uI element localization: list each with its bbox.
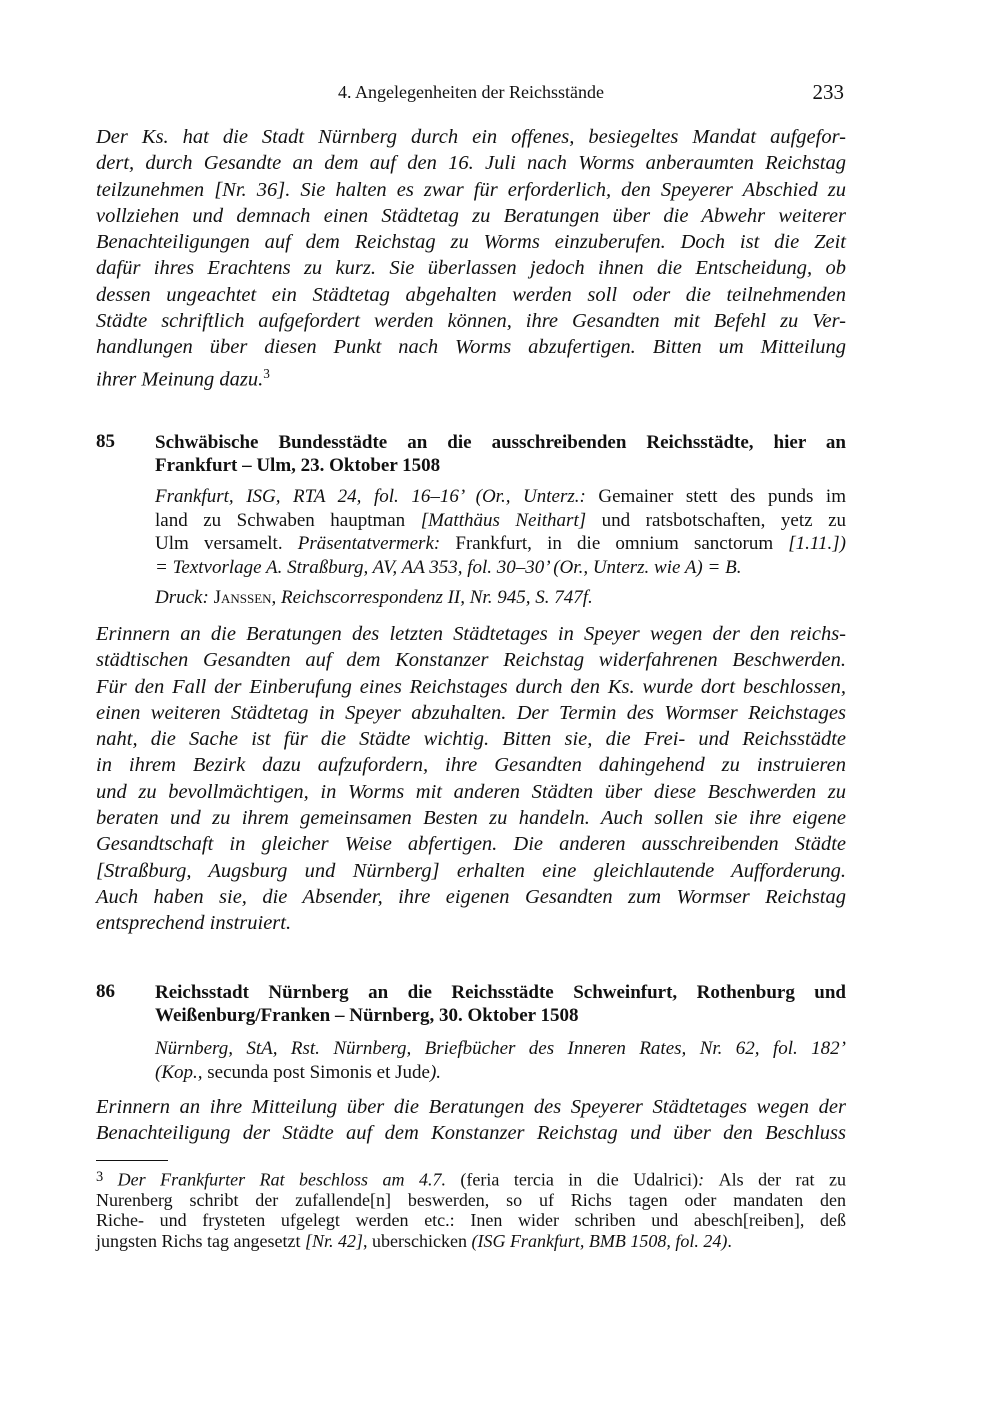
text-segment: . xyxy=(727,1230,732,1251)
text-line xyxy=(155,586,846,610)
text-segment: [Nr. 42] xyxy=(304,1230,363,1251)
entry-85-heading xyxy=(155,431,846,477)
text-segment: städtischen Gesandten auf dem Konstanzer Reichstag widerfahrenen Beschwerden. xyxy=(96,649,846,672)
text-line xyxy=(96,1210,846,1231)
text-segment: Nurenberg schribt der zufallende[n] beswerden, so uf Richs tagen oder mandaten den xyxy=(96,1189,846,1210)
text-line xyxy=(96,229,846,255)
text-segment: naht, die Sache ist für die Städte wichtig. Bitten sie, die Frei- und Reichsstädte xyxy=(96,728,846,751)
text-line xyxy=(155,1061,846,1085)
text-segment: Gesandtschaft in gleicher Weise abfertigen. Die anderen ausschreibenden Städte xyxy=(96,833,846,856)
text-segment: in ihrem Bezirk dazu aufzufordern, ihre Gesandten dahingehend zu instruieren xyxy=(96,754,846,777)
entry-86-summary xyxy=(96,1094,846,1147)
text-line xyxy=(96,177,846,203)
text-segment: (ISG Frankfurt, BMB 1508, fol. 24) xyxy=(471,1230,728,1251)
entry-number-85: 85 xyxy=(96,431,115,452)
text-segment: , uberschicken xyxy=(362,1230,472,1251)
text-segment: Auch haben sie, die Absender, ihre eigenen Gesandten zum Wormser Reichstag xyxy=(96,885,846,908)
text-line xyxy=(96,1231,846,1252)
text-line xyxy=(96,203,846,229)
text-line xyxy=(96,884,846,910)
text-segment: = Textvorlage A. Straßburg, AV, AA 353, fol. 30–30’ (Or., Unterz. wie A) = B. xyxy=(155,556,742,578)
text-segment: jungsten Richs tag angesetzt xyxy=(96,1230,305,1251)
text-segment: Gemainer stett des punds im xyxy=(598,486,846,507)
intro-summary-paragraph xyxy=(96,124,846,392)
text-segment: Nürnberg, StA, Rst. Nürnberg, Briefbücher des Inneren Rates, Nr. 62, fol. 182’ xyxy=(155,1038,846,1059)
text-segment: Als der rat zu xyxy=(718,1169,846,1190)
text-segment: Reichsstadt Nürnberg an die Reichsstädte Schweinfurt, Rothenburg und xyxy=(155,982,846,1003)
text-line xyxy=(155,556,846,580)
text-segment: Frankfurt – Ulm, 23. Oktober 1508 xyxy=(155,455,441,476)
text-line xyxy=(155,1037,846,1061)
text-segment: Erinnern an die Beratungen des letzten Städtetages in Speyer wegen der den reichs- xyxy=(96,623,846,645)
text-line xyxy=(155,1004,846,1027)
text-segment: , xyxy=(271,587,282,608)
entry-85-print xyxy=(155,586,846,610)
footnote-3 xyxy=(96,1167,846,1251)
text-segment: [Straßburg, Augsburg und Nürnberg] erhalten eine gleichlautende Aufforderung. xyxy=(96,859,846,882)
text-segment: Janssen xyxy=(213,587,272,608)
text-segment: und ratsbotschaften, yetz zu xyxy=(601,509,847,531)
text-segment: teilzunehmen [Nr. 36]. Sie halten es zwar für erforderlich, den Speyerer Abschied zu xyxy=(96,178,846,201)
text-line xyxy=(96,910,846,936)
text-line xyxy=(96,308,846,334)
text-segment: Der Frankfurter Rat beschloss am 4.7. xyxy=(103,1169,461,1190)
text-segment: Präsentatvermerk: xyxy=(297,533,456,554)
text-line xyxy=(96,1094,846,1120)
footnote-marker: 3 xyxy=(96,1169,104,1185)
text-segment: secunda post Simonis et Jude xyxy=(207,1061,430,1083)
text-line xyxy=(155,454,846,477)
footnote-divider xyxy=(96,1160,168,1161)
text-segment: dert, durch Gesandte an dem auf den 16. Juli nach Worms anberaumten Reichstag xyxy=(96,152,846,175)
text-line xyxy=(96,282,846,308)
text-segment: einen weiteren Städtetag in Speyer abzuhalten. Der Termin des Wormser Reichstages xyxy=(96,701,846,724)
text-line xyxy=(96,700,846,726)
text-line xyxy=(96,779,846,805)
text-line xyxy=(96,124,846,150)
text-line xyxy=(155,509,846,533)
text-segment: und zu bevollmächtigen, in Worms mit anderen Städten über diese Beschwerden zu xyxy=(96,780,846,803)
text-line xyxy=(96,1120,846,1146)
text-segment: [Matthäus Neithart] xyxy=(420,509,602,531)
text-segment: (feria tercia in die Udalrici) xyxy=(460,1169,699,1190)
text-segment: Riche- und frysteten ufgelegt werden etc.: Inen wider schriben und abesch[reiben], deß xyxy=(96,1210,846,1231)
entry-86-source xyxy=(155,1037,846,1084)
running-title: 4. Angelegenheiten der Reichsstände xyxy=(338,82,604,102)
text-segment: handlungen über diesen Punkt nach Worms abzufertigen. Bitten um Mitteilung xyxy=(96,336,846,359)
text-line xyxy=(96,150,846,176)
text-line xyxy=(96,361,846,393)
text-line xyxy=(155,532,846,556)
text-segment: Schwäbische Bundesstädte an die ausschreibenden Reichsstädte, hier an xyxy=(155,432,846,453)
text-segment: Der Ks. hat die Stadt Nürnberg durch ein offenes, besiegeltes Mandat aufgefor- xyxy=(96,126,846,148)
text-segment: beraten und zu ihrem gemeinsamen Besten zu handeln. Auch sollen sie ihre eigene xyxy=(96,807,846,830)
text-line xyxy=(155,485,846,509)
text-line xyxy=(96,1167,846,1190)
text-segment: Weißenburg/Franken – Nürnberg, 30. Oktober 1508 xyxy=(155,1005,579,1026)
text-line xyxy=(155,431,846,454)
text-segment: Reichscorrespondenz II, Nr. 945, S. 747f. xyxy=(281,587,593,608)
text-segment: ihrer Meinung dazu. xyxy=(96,368,264,390)
text-segment: Städte schriftlich aufgefordert werden können, ihre Gesandten mit Befehl zu Ver- xyxy=(96,310,846,333)
text-line xyxy=(96,621,846,647)
text-segment: entsprechend instruiert. xyxy=(96,912,292,935)
text-segment: Erinnern an ihre Mitteilung über die Beratungen des Speyerer Städtetages wegen der xyxy=(96,1096,846,1118)
text-segment: [1.11.]) xyxy=(788,533,846,554)
text-line xyxy=(96,1190,846,1211)
text-segment: dafür ihres Erachtens zu kurz. Sie überlassen jedoch ihnen die Entscheidung, ob xyxy=(96,257,846,280)
text-segment: Frankfurt, in die omnium sanctorum xyxy=(455,533,789,554)
text-line xyxy=(96,726,846,752)
text-line xyxy=(96,334,846,360)
text-segment: : xyxy=(698,1169,719,1190)
text-line xyxy=(96,752,846,778)
text-segment: ). xyxy=(429,1061,442,1083)
text-segment: Ulm versamelt. xyxy=(155,533,298,554)
text-segment: vollziehen und demnach einen Städtetag zu Beratungen über die Abwehr weiterer xyxy=(96,204,846,227)
text-line xyxy=(96,831,846,857)
entry-85-source xyxy=(155,485,846,579)
text-segment: Benachteiligung der Städte auf dem Konstanzer Reichstag und über den Beschluss xyxy=(96,1122,846,1145)
text-line xyxy=(96,647,846,673)
text-segment: Für den Fall der Einberufung eines Reichstages durch den Ks. wurde dort beschlossen, xyxy=(96,675,846,698)
page-number: 233 xyxy=(812,80,844,104)
text-line xyxy=(96,674,846,700)
entry-number-86: 86 xyxy=(96,981,115,1002)
text-segment: Frankfurt, ISG, RTA 24, fol. 16–16’ (Or., Unterz.: xyxy=(155,486,599,507)
text-segment: Benachteiligungen auf dem Reichstag zu Worms einzuberufen. Doch ist die Zeit xyxy=(96,231,846,254)
text-line xyxy=(96,805,846,831)
text-line xyxy=(155,981,846,1004)
text-segment: dessen ungeachtet ein Städtetag abgehalten werden soll oder die teilnehmenden xyxy=(96,283,846,306)
page-header xyxy=(96,80,846,108)
entry-86-heading xyxy=(155,981,846,1027)
text-segment: (Kop., xyxy=(155,1061,208,1083)
footnote-marker: 3 xyxy=(263,365,270,381)
text-segment: land zu Schwaben hauptman xyxy=(155,509,421,531)
text-line xyxy=(96,255,846,281)
entry-85-summary xyxy=(96,621,846,937)
text-line xyxy=(96,858,846,884)
text-segment: Druck: xyxy=(155,587,214,608)
